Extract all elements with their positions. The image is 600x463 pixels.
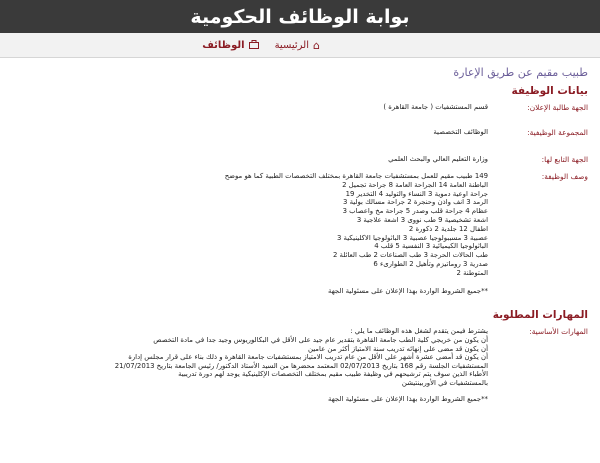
job-group-label: المجموعة الوظيفية: (527, 128, 588, 137)
description-value (10, 172, 488, 295)
description-line: الرمد 3 انف واذن وحنجرة 2 جراحة مسالك بولية 3 (342, 198, 488, 207)
requesting-entity-label: الجهة طالبة الإعلان: (527, 103, 588, 112)
nav-jobs[interactable] (202, 40, 258, 51)
job-title: طبيب مقيم عن طريق الإعارة (453, 66, 588, 79)
requesting-entity-row (10, 103, 588, 112)
affiliated-entity-value: وزارة التعليم العالي والبحث العلمي (388, 155, 488, 163)
affiliated-entity-row (10, 155, 588, 164)
skills-line: أن يكون قد مضى على إنهائه تدريب سنة الامتياز أكثر من عامين (307, 344, 488, 353)
description-line: عصبية 3 مسببولوجيا عصبية 3 الباثولوجيا الاكلينيكية 3 (336, 233, 488, 242)
nav-home[interactable] (275, 40, 320, 51)
main-nav (0, 33, 600, 58)
description-line: اشعة تشخيصية 9 طب نووى 3 اشعة علاجية 3 (356, 215, 488, 224)
description-line: اطفال 12 جلدية 2 ذكورة 2 (408, 224, 488, 233)
requesting-entity-value: قسم المستشفيات ( جامعة القاهرة ) (383, 103, 488, 111)
description-label: وصف الوظيفة: (541, 172, 588, 181)
job-details (0, 66, 600, 403)
skills-heading: المهارات المطلوبة (492, 309, 588, 322)
description-line: الباطنة العامة 14 الجراحة العامة 8 جراحة تجميل 2 (342, 180, 488, 189)
skills-line: الأطباء الذين سوف يتم ترشيحهم في وظيفة طبيب مقيم بمختلف التخصصات الإكلينيكية يوجد لهم دورة تدريبية (178, 370, 488, 379)
job-data-heading: بيانات الوظيفة (511, 85, 588, 97)
site-title: بوابة الوظائف الحكومية (190, 5, 410, 28)
description-line: الباثولوجيا الكيميائية 3 النفسية 5 قلب 4 (374, 242, 488, 251)
site-header (0, 0, 600, 33)
affiliated-entity-label: الجهة التابع لها: (541, 155, 588, 164)
nav-home-label: الرئيسية (274, 39, 310, 51)
skills-line: أن يكون قد أمضى عشرة أشهر على الأقل من عام تدريب الامتياز بمستشفيات جامعة القاهرة و ذلك بناء على قرار مجلس إدارة (128, 353, 488, 362)
basic-skills-row (10, 327, 588, 403)
nav-jobs-label: الوظائف (202, 39, 245, 51)
skills-line: بالمستشفيات في الأوربينتيشن (401, 378, 488, 387)
description-row (10, 172, 588, 295)
skills-line: المستشفيات الجلسة رقم 168 بتاريخ 02/07/2013 المعتمد محضرها من السيد الأستاذ الدكتور/ رئيس الجامعة بتاريخ 21/07/2013 (114, 361, 488, 370)
briefcase-icon (249, 40, 259, 51)
basic-skills-value (10, 327, 488, 403)
job-group-value: الوظائف التخصصية (433, 128, 488, 136)
job-group-row (10, 128, 588, 137)
description-line: 149 طبيب مقيم للعمل بمستشفيات جامعة القاهرة بمختلف التخصصات الطبية كما هو موضح (224, 172, 488, 180)
description-line: جراحة اوعية دموية 3 النساء والتوليد 4 التخدير 19 (345, 189, 488, 198)
description-note: **جميع الشروط الواردة بهذا الإعلان على مسئولية الجهة (328, 286, 488, 295)
skills-note: **جميع الشروط الواردة بهذا الإعلان على مسئولية الجهة (328, 394, 488, 403)
skills-line: أن يكون من خريجي كلية الطب جامعة القاهرة بتقدير عام جيد على الأقل في البكالوريوس وجيد جدا في مادة التخصص (153, 335, 488, 344)
description-line: عظام 4 جراحة قلب وصدر 5 جراحة مخ واعصاب 3 (342, 207, 488, 216)
description-line: صدرية 3 روماتيزم وتأهيل 2 الطوارىء 6 (373, 259, 488, 268)
home-icon: ⌂ (313, 38, 320, 52)
basic-skills-label: المهارات الأساسية: (529, 327, 588, 337)
description-line: المتوطنة 2 (456, 268, 488, 277)
skills-line: يشترط فيمن يتقدم لشغل هذه الوظائف ما يلي : (350, 327, 488, 336)
description-line: طب الحالات الحرجة 3 طب الصناعات 2 طب العائلة 2 (332, 251, 488, 260)
